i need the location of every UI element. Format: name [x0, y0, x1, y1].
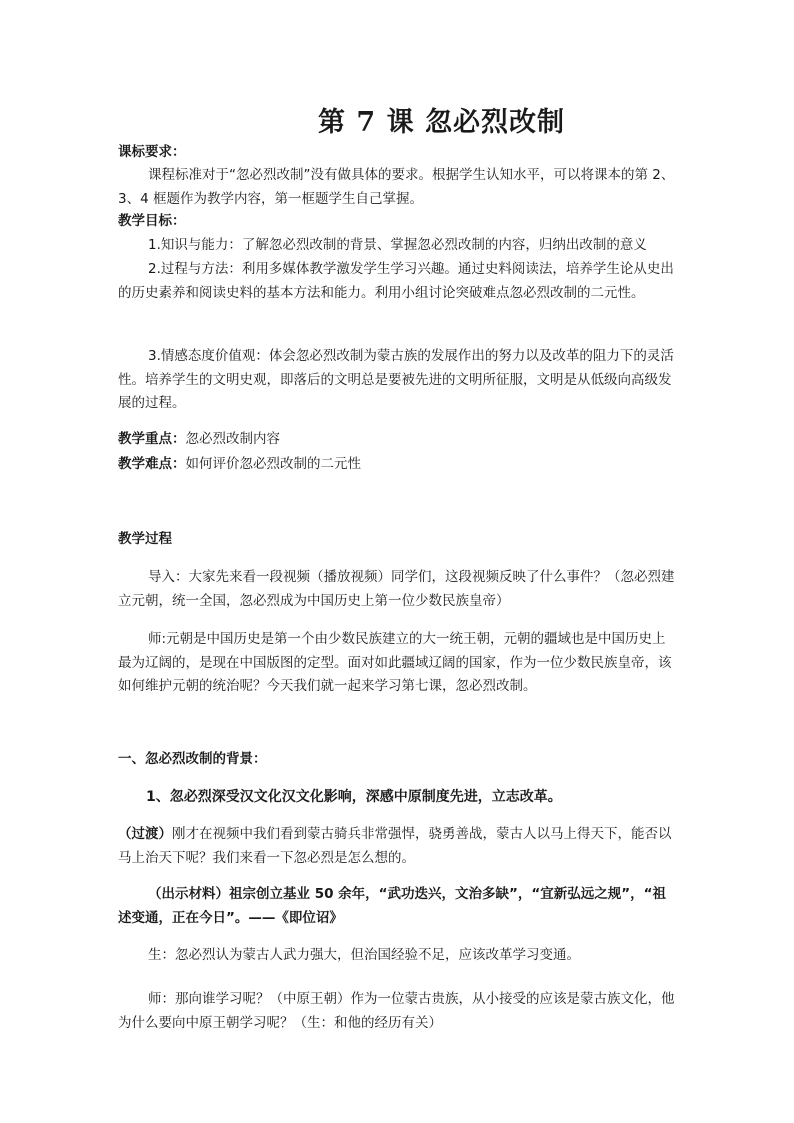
section1-material: （出示材料）祖宗创立基业 50 余年，“武功迭兴，文治多缺”，“宜新弘远之规”，“祖述变通，正在今日”。——《即位诏》 [118, 886, 667, 926]
process-intro: 导入：大家先来看一段视频（播放视频）同学们，这段视频反映了什么事件？（忽必烈建立元朝，统一全国，忽必烈成为中国历史上第一位少数民族皇帝） [118, 569, 675, 609]
section1-subheading-1: 1、忽必烈深受汉文化汉文化影响，深感中原制度先进，立志改革。 [146, 789, 562, 805]
key-point [118, 428, 678, 452]
objective-process: 2.过程与方法：利用多媒体教学激发学生学习兴趣。通过史料阅读法，培养学生论从史出的历史素养和阅读史料的基本方法和能力。利用小组讨论突破难点忽必烈改制的二元性。 [118, 261, 674, 301]
difficult-point-label: 教学难点： [118, 456, 186, 472]
curriculum-text: 课程标准对于“忽必烈改制”没有做具体的要求。根据学生认知水平，可以将课本的第 2、3、4 框题作为教学内容，第一框题学生自己掌握。 [118, 167, 675, 207]
transition-text: 刚才在视频中我们看到蒙古骑兵非常强悍，骁勇善战，蒙古人以马上得天下，能否以马上治天下呢？我们来看一下忽必烈是怎么想的。 [118, 826, 672, 866]
section1-heading: 一、忽必烈改制的背景： [118, 751, 267, 767]
section1-student: 生：忽必烈认为蒙古人武力强大，但治国经验不足，应该改革学习变通。 [148, 947, 580, 963]
process-heading: 教学过程 [118, 531, 172, 547]
objective-knowledge: 1.知识与能力：了解忽必烈改制的背景、掌握忽必烈改制的内容，归纳出改制的意义 [148, 237, 647, 253]
section1-transition [118, 823, 678, 870]
key-point-text: 忽必烈改制内容 [185, 431, 280, 447]
transition-label: （过渡） [118, 826, 172, 842]
process-teacher-1: 师:元朝是中国历史是第一个由少数民族建立的大一统王朝，元朝的疆域也是中国历史上最为辽阔的，是现在中国版图的定型。面对如此疆域辽阔的国家，作为一位少数民族皇帝，该如何维护元朝的统治呢？今天我们就一起来学习第七课，忽必烈改制。 [118, 631, 672, 694]
difficult-point-text: 如何评价忽必烈改制的二元性 [185, 456, 361, 472]
difficult-point [118, 453, 678, 477]
key-point-label: 教学重点： [118, 431, 186, 447]
objectives-heading: 教学目标： [118, 213, 186, 229]
curriculum-heading: 课标要求： [118, 144, 186, 160]
section1-teacher-2: 师：那向谁学习呢？（中原王朝）作为一位蒙古贵族，从小接受的应该是蒙古族文化，他为什么要向中原王朝学习呢？（生：和他的经历有关） [118, 991, 675, 1031]
lesson-title: 第 7 课 忽必烈改制 [318, 107, 565, 138]
objective-attitude: 3.情感态度价值观：体会忽必烈改制为蒙古族的发展作出的努力以及改革的阻力下的灵活性。培养学生的文明史观，即落后的文明总是要被先进的文明所征服，文明是从低级向高级发展的过程。 [118, 348, 674, 411]
